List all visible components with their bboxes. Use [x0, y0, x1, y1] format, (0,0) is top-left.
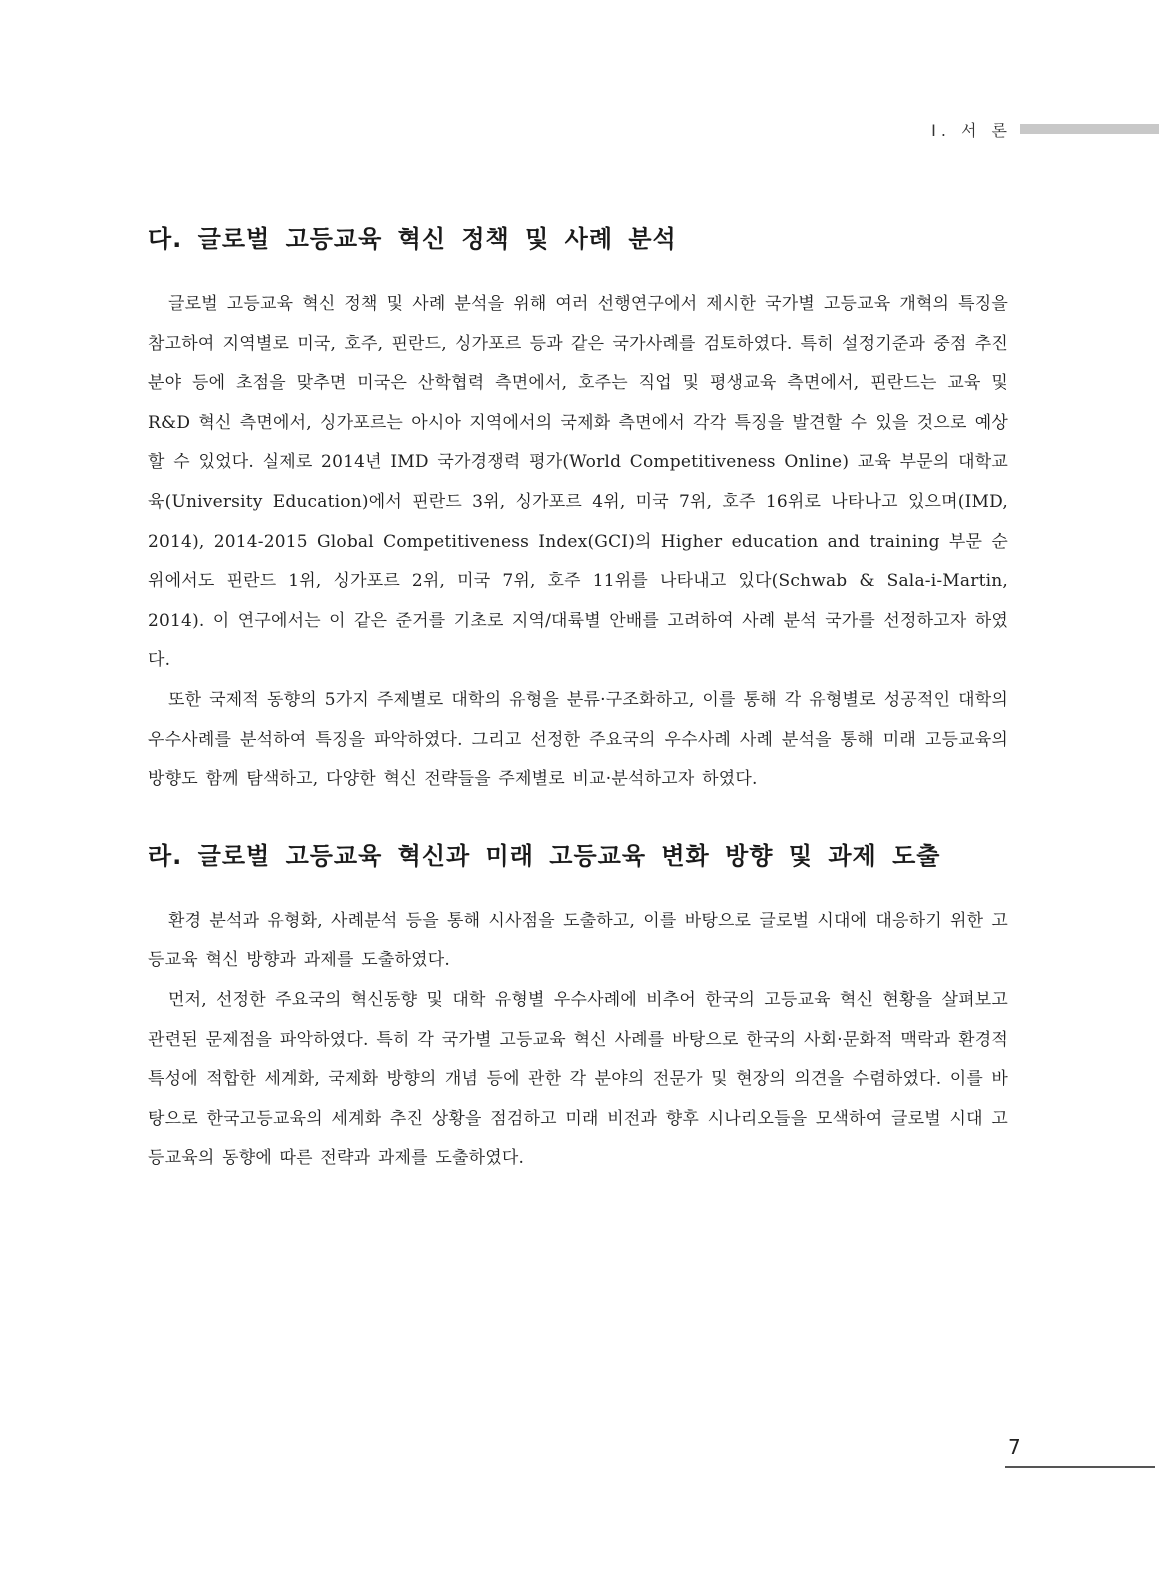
paragraph: 환경 분석과 유형화, 사례분석 등을 통해 시사점을 도출하고, 이를 바탕으로 글로벌 시대에 대응하기 위한 고등교육 혁신 방향과 과제를 도출하였다. — [148, 910, 1008, 971]
running-header-title: Ⅰ. 서 론 — [931, 120, 1012, 140]
paragraph: 먼저, 선정한 주요국의 혁신동향 및 대학 유형별 우수사례에 비추어 한국의 고등교육 혁신 현황을 살펴보고 관련된 문제점을 파악하였다. 특히 각 국가별 고등교육 혁신 사례를 바탕으로 한국의 사회·문화적 맥락과 환경적 특성에 적합한 세계화, 국제화 방향의 개념 등에 관한 각 분야의 전문가 및 현장의 의견을 수렴하였다. 이를 바탕으로 한국고등교육의 세계화 추진 상황을 점검하고 미래 비전과 향후 시나리오들을 모색하여 글로벌 시대 고등교육의 동향에 따른 전략과 과제를 도출하였다. — [148, 989, 1008, 1169]
page-number-rule — [1005, 1466, 1155, 1468]
section-future-direction — [148, 832, 1008, 1179]
section-heading: 다. 글로벌 고등교육 혁신 정책 및 사례 분석 — [148, 225, 677, 253]
section-body — [148, 902, 1008, 1179]
running-header-bar — [1020, 124, 1159, 134]
page-number: 7 — [1008, 1435, 1021, 1459]
paragraph: 글로벌 고등교육 혁신 정책 및 사례 분석을 위해 여러 선행연구에서 제시한 국가별 고등교육 개혁의 특징을 참고하여 지역별로 미국, 호주, 핀란드, 싱가포르 등과 같은 국가사례를 검토하였다. 특히 설정기준과 중점 추진분야 등에 초점을 맞추면 미국은 산학협력 측면에서, 호주는 직업 및 평생교육 측면에서, 핀란드는 교육 및 R&D 혁신 측면에서, 싱가포르는 아시아 지역에서의 국제화 측면에서 각각 특징을 발견할 수 있을 것으로 예상할 수 있었다. 실제로 2014년 IMD 국가경쟁력 평가(World Competitiveness Online) 교육 부문의 대학교육(University Education)에서 핀란드 3위, 싱가포르 4위, 미국 7위, 호주 16위로 나타나고 있으며(IMD, 2014), 2014-2015 Global Competitiveness Index(GCI)의 Higher education and training 부문 순위에서도 핀란드 1위, 싱가포르 2위, 미국 7위, 호주 11위를 나타내고 있다(Schwab & Sala-i-Martin, 2014). 이 연구에서는 이 같은 준거를 기초로 지역/대륙별 안배를 고려하여 사례 분석 국가를 선정하고자 하였다. — [148, 294, 1008, 671]
page-content — [148, 215, 1008, 1179]
paragraph: 또한 국제적 동향의 5가지 주제별로 대학의 유형을 분류·구조화하고, 이를 통해 각 유형별로 성공적인 대학의 우수사례를 분석하여 특징을 파악하였다. 그리고 선정한 주요국의 우수사례 사례 분석을 통해 미래 고등교육의 방향도 함께 탐색하고, 다양한 혁신 전략들을 주제별로 비교·분석하고자 하였다. — [148, 689, 1008, 790]
section-body — [148, 285, 1008, 800]
section-policy-case-analysis — [148, 215, 1008, 800]
section-heading: 라. 글로벌 고등교육 혁신과 미래 고등교육 변화 방향 및 과제 도출 — [148, 841, 941, 870]
running-header — [931, 116, 1159, 142]
